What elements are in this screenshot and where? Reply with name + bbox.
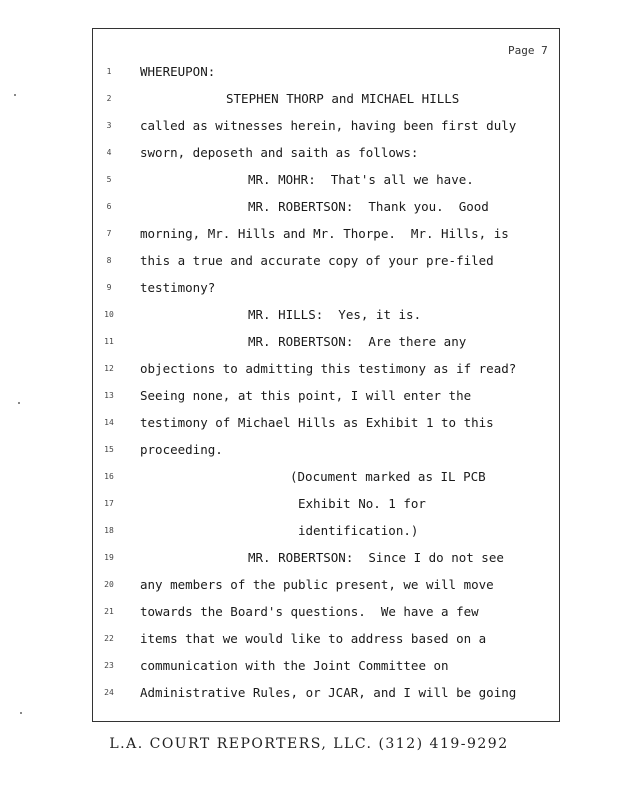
transcript-line bbox=[0, 253, 618, 275]
transcript-line bbox=[0, 523, 618, 545]
transcript-line bbox=[0, 145, 618, 167]
line-number: 1 bbox=[106, 67, 112, 76]
transcript-line bbox=[0, 226, 618, 248]
line-text: called as witnesses herein, having been first duly bbox=[140, 118, 517, 133]
line-number: 24 bbox=[104, 688, 114, 697]
page-number: Page 7 bbox=[508, 44, 548, 57]
transcript-line bbox=[0, 64, 618, 86]
transcript-line bbox=[0, 577, 618, 599]
line-text: any members of the public present, we will move bbox=[140, 577, 494, 592]
transcript-line bbox=[0, 415, 618, 437]
transcript-line bbox=[0, 199, 618, 221]
line-text: MR. ROBERTSON: Since I do not see bbox=[248, 550, 504, 565]
transcript-line bbox=[0, 658, 618, 680]
line-number: 16 bbox=[104, 472, 114, 481]
line-text: (Document marked as IL PCB bbox=[290, 469, 486, 484]
transcript-line bbox=[0, 631, 618, 653]
line-number: 11 bbox=[104, 337, 114, 346]
line-number: 2 bbox=[106, 94, 112, 103]
transcript-line bbox=[0, 361, 618, 383]
line-text: MR. ROBERTSON: Are there any bbox=[248, 334, 467, 349]
line-number: 23 bbox=[104, 661, 114, 670]
line-number: 8 bbox=[106, 256, 112, 265]
transcript-line bbox=[0, 307, 618, 329]
line-number: 19 bbox=[104, 553, 114, 562]
transcript-line bbox=[0, 442, 618, 464]
line-text: MR. MOHR: That's all we have. bbox=[248, 172, 474, 187]
line-number: 4 bbox=[106, 148, 112, 157]
line-text: MR. ROBERTSON: Thank you. Good bbox=[248, 199, 489, 214]
line-text: testimony of Michael Hills as Exhibit 1 to this bbox=[140, 415, 494, 430]
line-number: 7 bbox=[106, 229, 112, 238]
transcript-line bbox=[0, 172, 618, 194]
line-text: communication with the Joint Committee on bbox=[140, 658, 449, 673]
line-text: morning, Mr. Hills and Mr. Thorpe. Mr. Hills, is bbox=[140, 226, 509, 241]
line-number: 6 bbox=[106, 202, 112, 211]
line-text: objections to admitting this testimony as if read? bbox=[140, 361, 517, 376]
transcript-line bbox=[0, 685, 618, 707]
transcript-line bbox=[0, 280, 618, 302]
line-number: 17 bbox=[104, 499, 114, 508]
line-text: WHEREUPON: bbox=[140, 64, 216, 79]
line-number: 14 bbox=[104, 418, 114, 427]
transcript-line bbox=[0, 91, 618, 113]
line-text: STEPHEN THORP and MICHAEL HILLS bbox=[226, 91, 460, 106]
line-text: sworn, deposeth and saith as follows: bbox=[140, 145, 419, 160]
line-number: 12 bbox=[104, 364, 114, 373]
scan-speck bbox=[14, 94, 16, 96]
line-number: 13 bbox=[104, 391, 114, 400]
scan-speck bbox=[20, 712, 22, 714]
transcript-line bbox=[0, 550, 618, 572]
line-text: towards the Board's questions. We have a few bbox=[140, 604, 479, 619]
line-text: MR. HILLS: Yes, it is. bbox=[248, 307, 422, 322]
scan-speck bbox=[18, 402, 20, 404]
line-text: Administrative Rules, or JCAR, and I will be going bbox=[140, 685, 517, 700]
line-text: Exhibit No. 1 for bbox=[298, 496, 426, 511]
line-text: this a true and accurate copy of your pre-filed bbox=[140, 253, 494, 268]
line-text: testimony? bbox=[140, 280, 216, 295]
line-number: 22 bbox=[104, 634, 114, 643]
line-number: 9 bbox=[106, 283, 112, 292]
transcript-line bbox=[0, 118, 618, 140]
line-number: 10 bbox=[104, 310, 114, 319]
reporter-footer: L.A. COURT REPORTERS, LLC. (312) 419-9292 bbox=[109, 736, 509, 752]
transcript-line bbox=[0, 496, 618, 518]
line-number: 5 bbox=[106, 175, 112, 184]
line-text: Seeing none, at this point, I will enter the bbox=[140, 388, 472, 403]
transcript-line bbox=[0, 388, 618, 410]
transcript-line bbox=[0, 604, 618, 626]
line-number: 15 bbox=[104, 445, 114, 454]
line-text: identification.) bbox=[298, 523, 419, 538]
line-text: items that we would like to address based on a bbox=[140, 631, 487, 646]
line-number: 3 bbox=[106, 121, 112, 130]
transcript-line bbox=[0, 469, 618, 491]
transcript-line bbox=[0, 334, 618, 356]
line-number: 18 bbox=[104, 526, 114, 535]
line-text: proceeding. bbox=[140, 442, 223, 457]
line-number: 20 bbox=[104, 580, 114, 589]
line-number: 21 bbox=[104, 607, 114, 616]
